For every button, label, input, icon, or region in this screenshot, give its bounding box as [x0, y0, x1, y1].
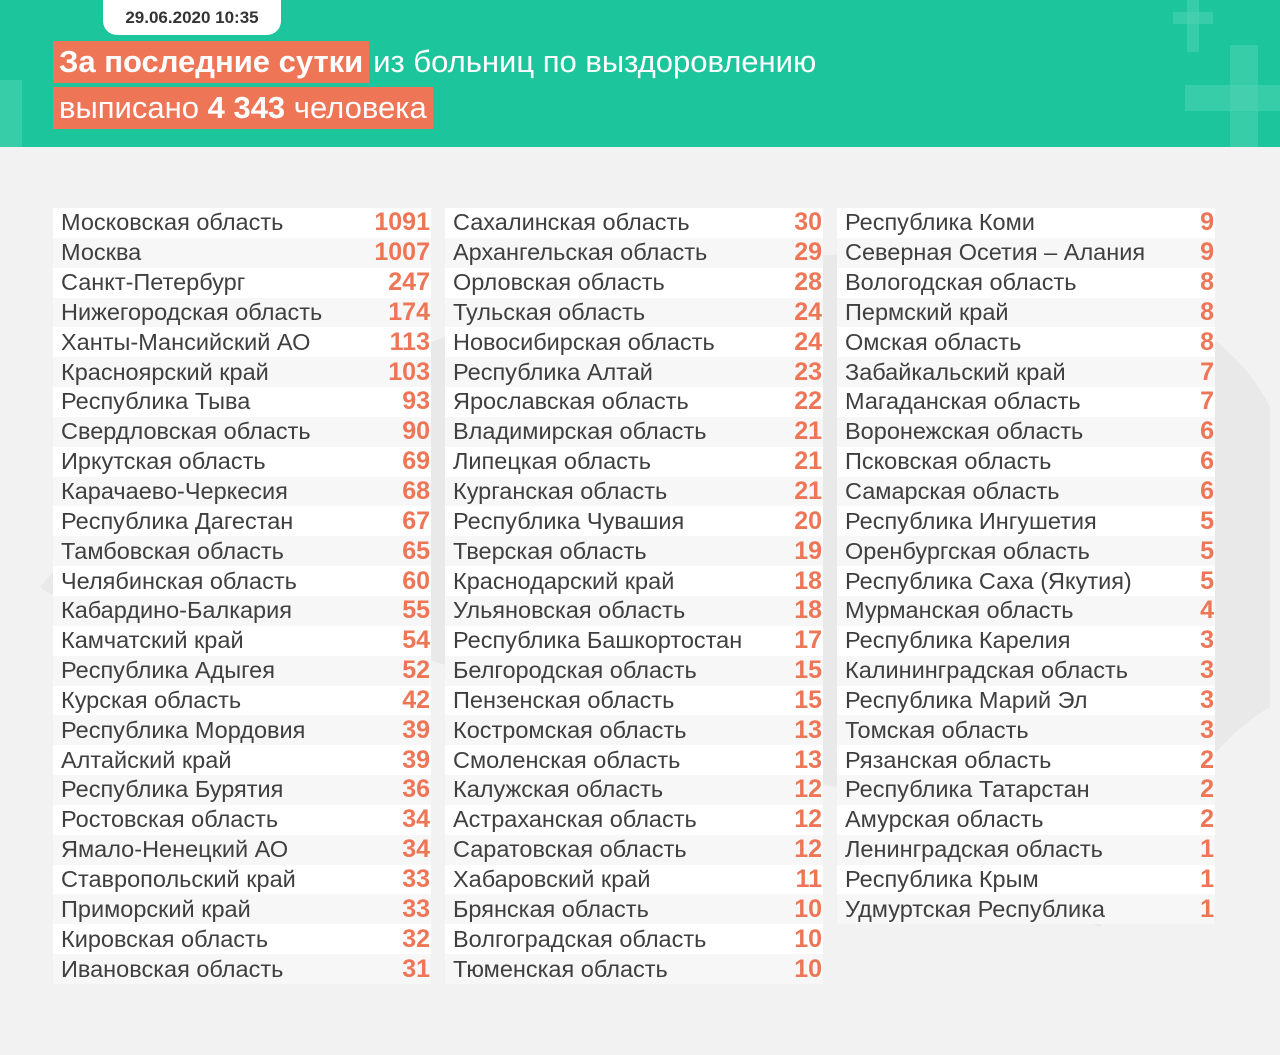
region-name: Сахалинская область [453, 209, 690, 236]
region-name: Оренбургская область [845, 537, 1090, 564]
region-name: Свердловская область [61, 418, 311, 445]
table-row [53, 954, 431, 984]
table-row [53, 745, 431, 775]
region-name: Ростовская область [61, 806, 279, 833]
table-row [53, 596, 431, 626]
discharged-count: 39 [402, 745, 430, 774]
region-name: Республика Тыва [61, 388, 251, 415]
region-name: Удмуртская Республика [845, 895, 1105, 922]
discharged-count: 20 [794, 506, 822, 535]
table-row [837, 327, 1215, 357]
discharged-count: 5 [1200, 506, 1214, 535]
discharged-count: 18 [794, 566, 822, 595]
discharged-count: 12 [794, 835, 822, 864]
table-row [445, 745, 823, 775]
discharged-count: 1091 [374, 208, 430, 237]
table-row [837, 715, 1215, 745]
discharged-count: 4 [1200, 596, 1214, 625]
region-name: Рязанская область [845, 746, 1052, 773]
table-row [445, 387, 823, 417]
table-row [53, 208, 431, 238]
discharged-count: 34 [402, 805, 430, 834]
region-name: Алтайский край [61, 746, 232, 773]
discharged-count: 12 [794, 805, 822, 834]
discharged-count: 1007 [374, 238, 430, 267]
table-row [837, 208, 1215, 238]
table-row [53, 924, 431, 954]
discharged-count: 34 [402, 835, 430, 864]
discharged-count: 8 [1200, 297, 1214, 326]
table-row [445, 506, 823, 536]
discharged-count: 3 [1200, 656, 1214, 685]
discharged-count: 10 [794, 894, 822, 923]
discharged-count: 21 [794, 447, 822, 476]
region-name: Республика Башкортостан [453, 627, 743, 654]
region-name: Приморский край [61, 895, 251, 922]
region-name: Смоленская область [453, 746, 681, 773]
region-name: Самарская область [845, 478, 1060, 505]
region-name: Кабардино-Балкария [61, 597, 292, 624]
table-row [445, 954, 823, 984]
region-name: Вологодская область [845, 269, 1077, 296]
table-row [837, 298, 1215, 328]
table-row [837, 745, 1215, 775]
discharged-count: 3 [1200, 715, 1214, 744]
discharged-count: 23 [794, 357, 822, 386]
region-name: Тульская область [453, 298, 646, 325]
table-row [53, 715, 431, 745]
table-row [837, 805, 1215, 835]
discharged-count: 93 [402, 387, 430, 416]
table-row [445, 805, 823, 835]
table-row [445, 268, 823, 298]
table-row [445, 417, 823, 447]
region-name: Ярославская область [453, 388, 689, 415]
table-row [53, 805, 431, 835]
discharged-count: 36 [402, 775, 430, 804]
region-name: Мурманская область [845, 597, 1074, 624]
region-name: Красноярский край [61, 358, 269, 385]
date-badge: 29.06.2020 10:35 [103, 0, 281, 35]
region-name: Республика Коми [845, 209, 1035, 236]
discharged-count: 21 [794, 417, 822, 446]
table-row [445, 865, 823, 895]
region-name: Ямало-Ненецкий АО [61, 836, 289, 863]
headline-highlight-2: выписано 4 343 человека [53, 87, 433, 129]
discharged-count: 19 [794, 536, 822, 565]
region-name: Ханты-Мансийский АО [61, 328, 311, 355]
discharged-count: 8 [1200, 327, 1214, 356]
region-name: Брянская область [453, 895, 649, 922]
discharged-count: 1 [1200, 894, 1214, 923]
discharged-count: 5 [1200, 566, 1214, 595]
discharged-count: 9 [1200, 238, 1214, 267]
table-row [53, 298, 431, 328]
region-name: Тверская область [453, 537, 647, 564]
discharged-count: 10 [794, 924, 822, 953]
discharged-count: 6 [1200, 417, 1214, 446]
region-name: Республика Мордовия [61, 716, 306, 743]
region-name: Краснодарский край [453, 567, 675, 594]
discharged-count: 3 [1200, 685, 1214, 714]
table-row [837, 387, 1215, 417]
discharged-count: 22 [794, 387, 822, 416]
discharged-count: 174 [388, 297, 430, 326]
discharged-count: 13 [794, 715, 822, 744]
table-row [445, 298, 823, 328]
discharged-count: 103 [388, 357, 430, 386]
header-banner [0, 0, 1280, 147]
table-row [53, 506, 431, 536]
discharged-count: 17 [794, 626, 822, 655]
headline-line-1 [53, 41, 816, 83]
table-row [445, 715, 823, 745]
region-name: Республика Дагестан [61, 507, 294, 534]
table-row [445, 447, 823, 477]
discharged-count: 6 [1200, 477, 1214, 506]
discharged-count: 54 [402, 626, 430, 655]
region-name: Калужская область [453, 776, 664, 803]
region-name: Курская область [61, 686, 242, 713]
discharged-count: 8 [1200, 268, 1214, 297]
table-row [837, 447, 1215, 477]
region-name: Челябинская область [61, 567, 297, 594]
discharged-count: 65 [402, 536, 430, 565]
region-name: Республика Ингушетия [845, 507, 1097, 534]
discharged-count: 52 [402, 656, 430, 685]
region-name: Ивановская область [61, 955, 284, 982]
table-row [445, 656, 823, 686]
table-row [53, 566, 431, 596]
discharged-count: 12 [794, 775, 822, 804]
region-name: Республика Саха (Якутия) [845, 567, 1132, 594]
region-column-1 [53, 208, 431, 984]
region-name: Астраханская область [453, 806, 697, 833]
discharged-count: 1 [1200, 835, 1214, 864]
table-row [53, 417, 431, 447]
region-name: Костромская область [453, 716, 687, 743]
table-row [445, 238, 823, 268]
table-row [837, 506, 1215, 536]
region-name: Ульяновская область [453, 597, 686, 624]
region-name: Омская область [845, 328, 1022, 355]
region-name: Тамбовская область [61, 537, 284, 564]
table-row [837, 596, 1215, 626]
table-row [837, 417, 1215, 447]
discharged-count: 15 [794, 685, 822, 714]
table-row [837, 536, 1215, 566]
region-name: Томская область [845, 716, 1029, 743]
headline-highlight-1: За последние сутки [53, 41, 369, 83]
region-column-3 [837, 208, 1215, 924]
table-row [53, 835, 431, 865]
table-row [837, 865, 1215, 895]
table-row [53, 447, 431, 477]
region-name: Московская область [61, 209, 284, 236]
table-row [445, 894, 823, 924]
region-name: Хабаровский край [453, 865, 651, 892]
table-row [445, 596, 823, 626]
region-name: Санкт-Петербург [61, 269, 246, 296]
discharged-count: 6 [1200, 447, 1214, 476]
table-row [837, 656, 1215, 686]
region-name: Владимирская область [453, 418, 707, 445]
region-name: Белгородская область [453, 657, 697, 684]
region-name: Новосибирская область [453, 328, 715, 355]
region-name: Ставропольский край [61, 865, 296, 892]
discharged-count: 60 [402, 566, 430, 595]
discharged-count: 5 [1200, 536, 1214, 565]
region-name: Архангельская область [453, 239, 708, 266]
region-name: Липецкая область [453, 448, 651, 475]
discharged-count: 29 [794, 238, 822, 267]
region-name: Тюменская область [453, 955, 668, 982]
region-name: Забайкальский край [845, 358, 1066, 385]
discharged-count: 18 [794, 596, 822, 625]
region-name: Нижегородская область [61, 298, 323, 325]
discharged-count: 247 [388, 268, 430, 297]
table-row [837, 268, 1215, 298]
region-name: Республика Алтай [453, 358, 653, 385]
discharged-count: 55 [402, 596, 430, 625]
region-name: Республика Татарстан [845, 776, 1090, 803]
discharged-count: 2 [1200, 805, 1214, 834]
region-name: Республика Бурятия [61, 776, 284, 803]
region-name: Северная Осетия – Алания [845, 239, 1146, 266]
region-name: Москва [61, 239, 142, 266]
table-row [53, 656, 431, 686]
discharged-count: 1 [1200, 864, 1214, 893]
table-row [837, 626, 1215, 656]
table-row [53, 327, 431, 357]
region-name: Калининградская область [845, 657, 1128, 684]
discharged-count: 24 [794, 327, 822, 356]
discharged-count: 39 [402, 715, 430, 744]
table-row [445, 357, 823, 387]
table-row [837, 357, 1215, 387]
discharged-count: 31 [402, 954, 430, 983]
discharged-count: 7 [1200, 387, 1214, 416]
discharged-count: 24 [794, 297, 822, 326]
table-row [837, 894, 1215, 924]
discharged-count: 2 [1200, 745, 1214, 774]
discharged-count: 42 [402, 685, 430, 714]
region-column-2 [445, 208, 823, 984]
discharged-count: 13 [794, 745, 822, 774]
table-row [837, 477, 1215, 507]
discharged-count: 30 [794, 208, 822, 237]
region-name: Камчатский край [61, 627, 244, 654]
table-row [53, 268, 431, 298]
plus-decoration-icon [0, 80, 22, 147]
table-row [53, 238, 431, 268]
discharged-count: 10 [794, 954, 822, 983]
discharged-count: 15 [794, 656, 822, 685]
region-name: Республика Чувашия [453, 507, 685, 534]
table-row [837, 566, 1215, 596]
table-row [445, 566, 823, 596]
table-row [445, 208, 823, 238]
discharged-count: 69 [402, 447, 430, 476]
discharged-count: 33 [402, 864, 430, 893]
plus-decoration-icon [1187, 0, 1199, 52]
region-name: Орловская область [453, 269, 665, 296]
table-row [445, 775, 823, 805]
discharged-count: 9 [1200, 208, 1214, 237]
region-name: Псковская область [845, 448, 1052, 475]
table-row [445, 536, 823, 566]
region-name: Карачаево-Черкесия [61, 478, 288, 505]
region-name: Республика Крым [845, 865, 1039, 892]
region-name: Ленинградская область [845, 836, 1103, 863]
region-name: Саратовская область [453, 836, 687, 863]
region-name: Республика Адыгея [61, 657, 275, 684]
region-name: Воронежская область [845, 418, 1084, 445]
table-row [445, 924, 823, 954]
table-row [837, 775, 1215, 805]
headline-line-2 [53, 87, 433, 129]
table-row [53, 686, 431, 716]
discharged-count: 7 [1200, 357, 1214, 386]
table-row [53, 626, 431, 656]
region-name: Иркутская область [61, 448, 266, 475]
discharged-count: 28 [794, 268, 822, 297]
region-name: Пермский край [845, 298, 1009, 325]
table-row [53, 477, 431, 507]
discharged-count: 90 [402, 417, 430, 446]
discharged-count: 32 [402, 924, 430, 953]
table-row [445, 327, 823, 357]
table-row [445, 626, 823, 656]
table-row [53, 357, 431, 387]
region-name: Курганская область [453, 478, 668, 505]
table-row [53, 387, 431, 417]
discharged-count: 33 [402, 894, 430, 923]
discharged-count: 21 [794, 477, 822, 506]
discharged-count: 11 [795, 864, 822, 893]
table-row [53, 775, 431, 805]
discharged-count: 68 [402, 477, 430, 506]
discharged-count: 3 [1200, 626, 1214, 655]
table-row [445, 477, 823, 507]
discharged-count: 2 [1200, 775, 1214, 804]
table-row [53, 865, 431, 895]
table-row [53, 536, 431, 566]
region-name: Волгоградская область [453, 925, 707, 952]
discharged-count: 113 [389, 327, 430, 356]
plus-decoration-icon [1230, 45, 1258, 147]
region-name: Республика Марий Эл [845, 686, 1088, 713]
region-name: Магаданская область [845, 388, 1081, 415]
discharged-count: 67 [402, 506, 430, 535]
table-row [837, 835, 1215, 865]
table-row [53, 894, 431, 924]
table-row [445, 686, 823, 716]
table-row [837, 238, 1215, 268]
region-name: Амурская область [845, 806, 1044, 833]
headline-text-1: из больниц по выздоровлению [373, 44, 817, 79]
table-row [445, 835, 823, 865]
region-name: Пензенская область [453, 686, 675, 713]
table-row [837, 686, 1215, 716]
region-name: Кировская область [61, 925, 269, 952]
region-name: Республика Карелия [845, 627, 1071, 654]
